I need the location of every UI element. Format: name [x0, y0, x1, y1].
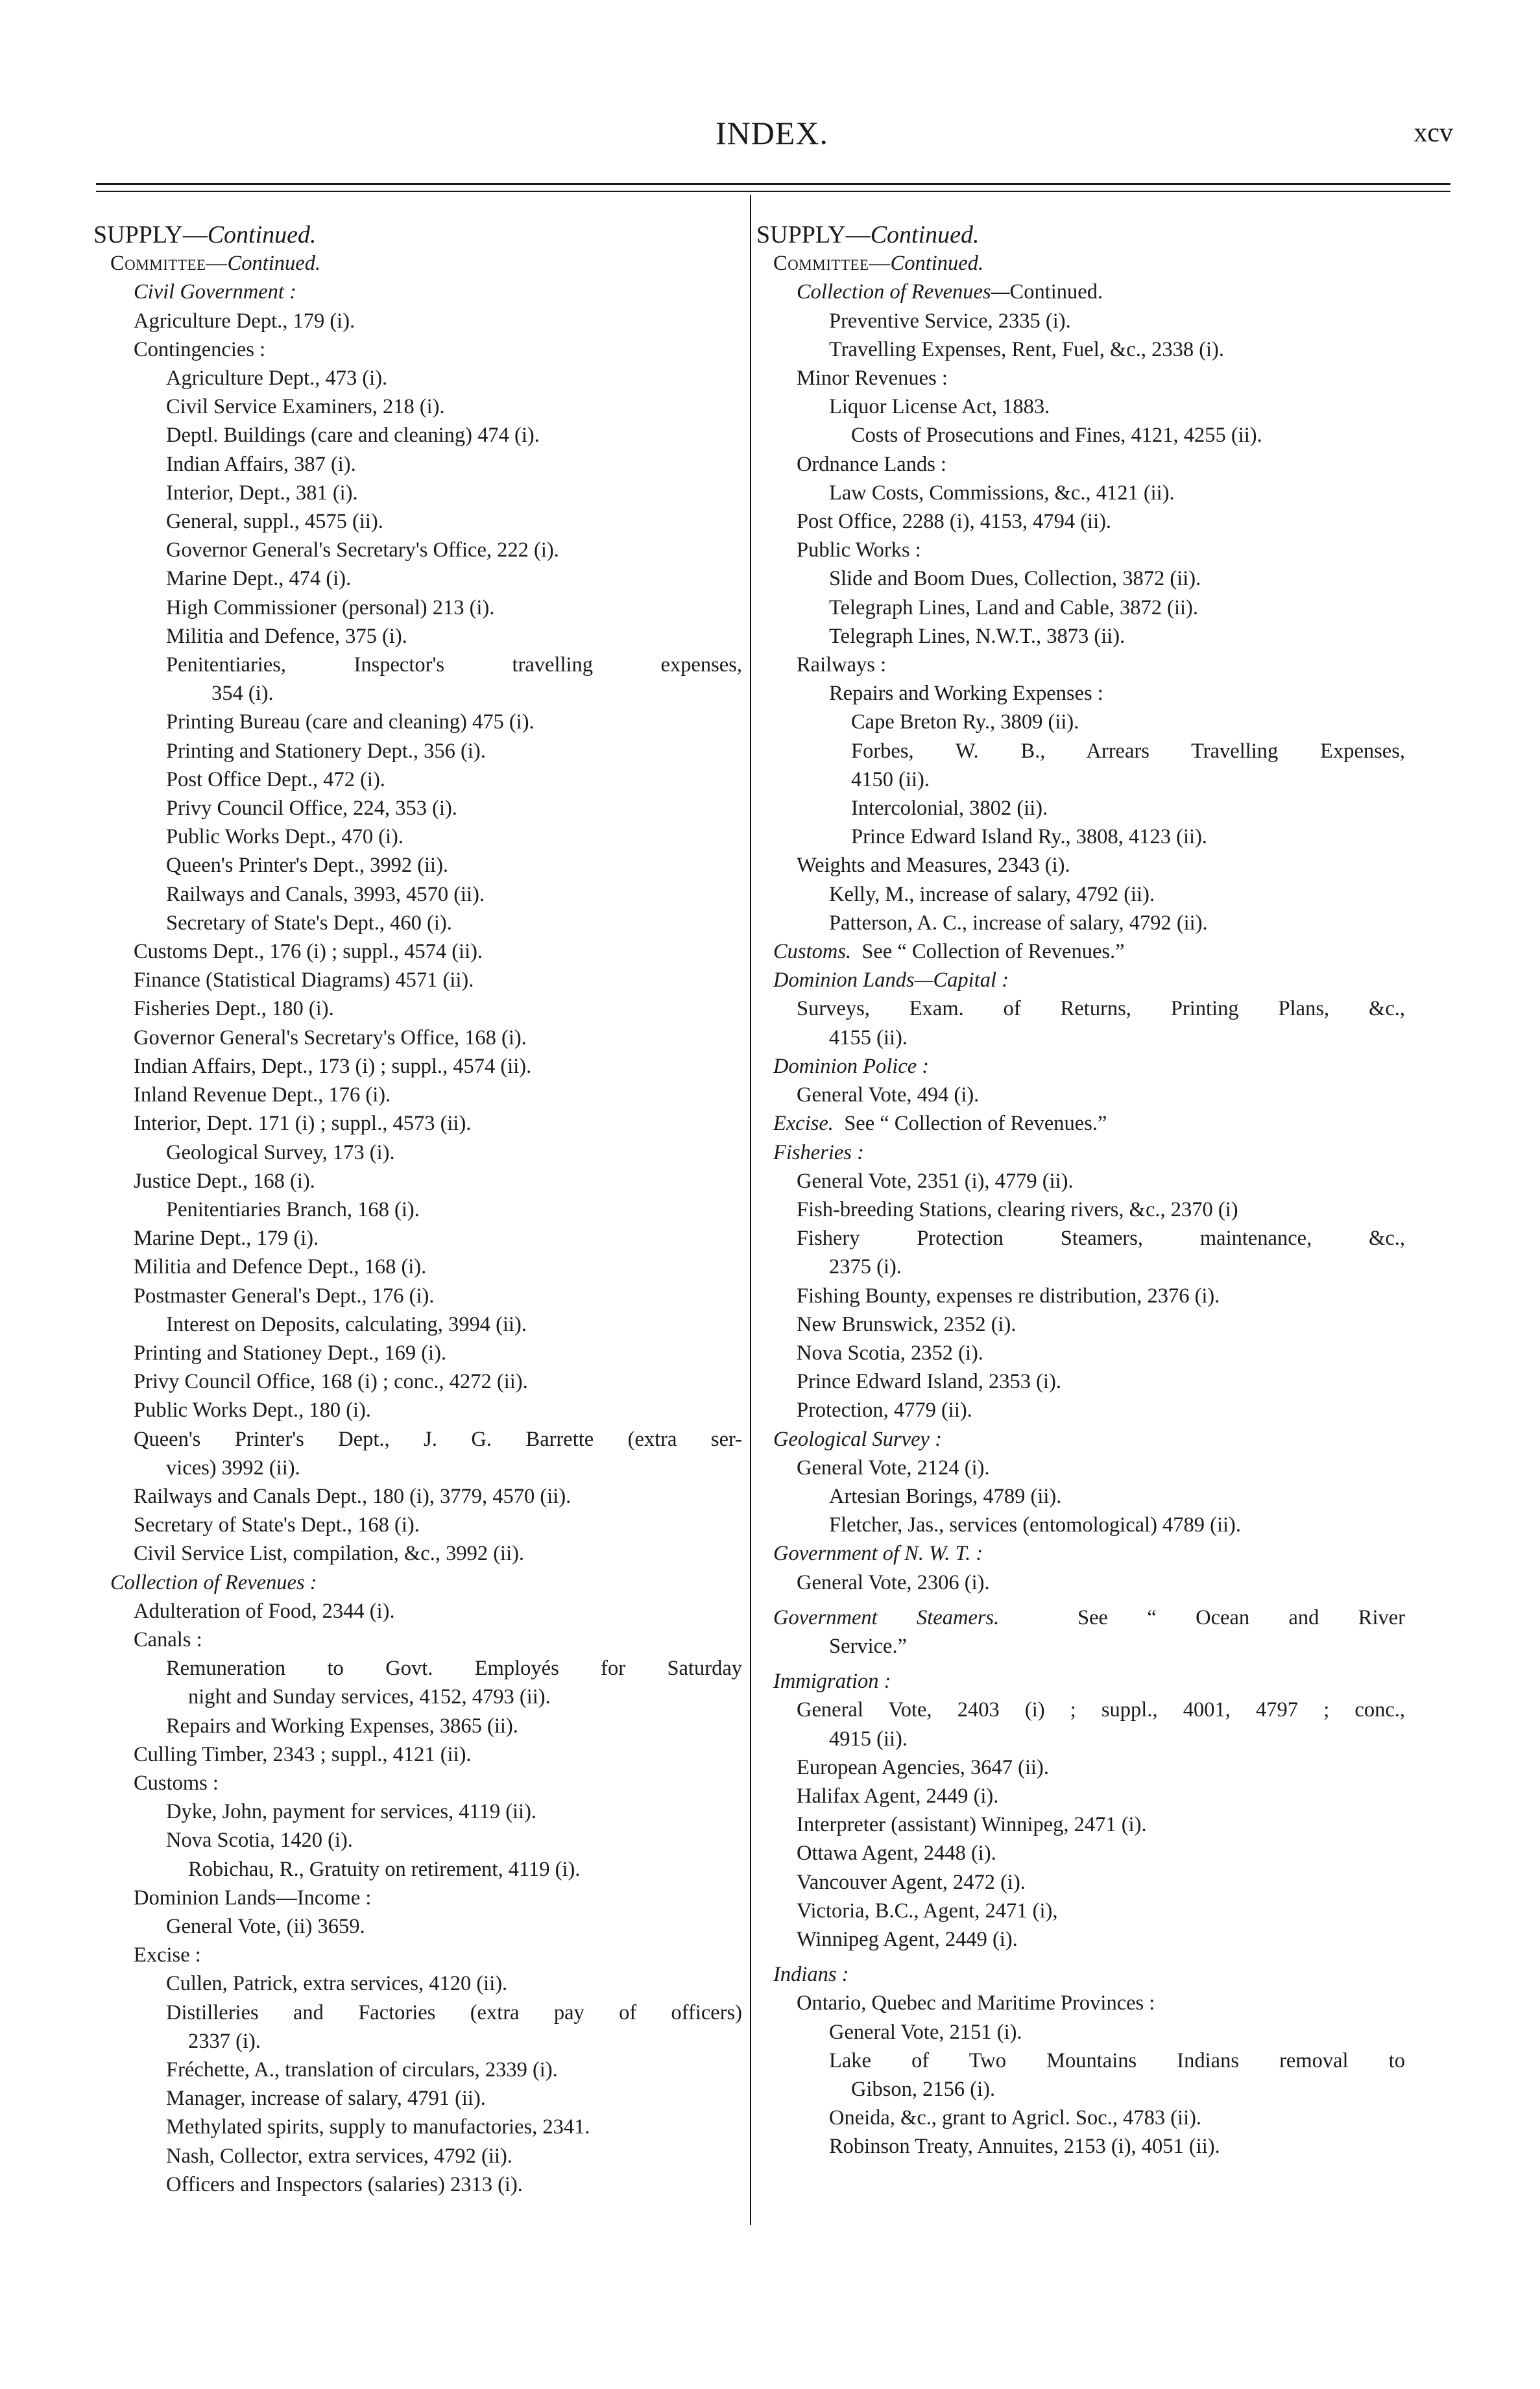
index-entry	[93, 2084, 742, 2113]
index-entry	[93, 1367, 742, 1396]
index-entry	[93, 1712, 742, 1740]
index-entry-text: Secretary of State's Dept., 460 (i).	[166, 911, 452, 935]
index-entry-text: Adulteration of Food, 2344 (i).	[134, 1599, 395, 1623]
index-entry-text: 2337 (i).	[188, 2029, 261, 2053]
index-entry	[93, 249, 742, 278]
index-entry	[93, 536, 742, 564]
index-entry	[756, 1109, 1405, 1138]
header-rule-bottom	[96, 191, 1450, 192]
index-entry-text: Distilleries and Factories (extra pay of officers)	[166, 2000, 742, 2024]
index-entry	[93, 2170, 742, 2199]
index-entry	[93, 994, 742, 1023]
index-column-left	[93, 221, 742, 2199]
index-entry	[93, 622, 742, 651]
index-entry	[756, 1310, 1405, 1339]
index-entry	[756, 651, 1405, 679]
index-entry-continuation: Continued.	[1009, 280, 1103, 304]
index-entry-text: Vancouver Agent, 2472 (i).	[797, 1870, 1026, 1894]
index-entry	[756, 737, 1405, 765]
index-entry-continuation: Continued.	[890, 252, 984, 276]
index-entry	[93, 1999, 742, 2027]
index-entry-continuation: Continued.	[870, 221, 980, 248]
index-entry-text: General Vote, 2151 (i).	[829, 2020, 1022, 2044]
page-header	[91, 110, 1453, 156]
index-entry	[756, 1753, 1405, 1782]
index-entry-text: Intercolonial, 3802 (ii).	[851, 797, 1048, 821]
index-entry-text: SUPPLY—	[93, 221, 208, 248]
index-entry-text: Customs Dept., 176 (i) ; suppl., 4574 (ii).	[134, 940, 483, 964]
index-entry	[756, 1989, 1405, 2017]
index-entry	[93, 679, 742, 708]
index-entry	[756, 1839, 1405, 1867]
index-entry	[93, 1253, 742, 1281]
index-entry	[756, 994, 1405, 1023]
index-entry	[756, 307, 1405, 335]
index-entry	[93, 278, 742, 306]
index-entry	[93, 1482, 742, 1511]
index-entry	[93, 966, 742, 994]
index-entry	[756, 479, 1405, 507]
index-entry-text: Gibson, 2156 (i).	[851, 2078, 996, 2101]
index-entry-text: Queen's Printer's Dept., J. G. Barrette (extra ser-	[134, 1427, 742, 1451]
index-entry	[93, 450, 742, 479]
index-entry-text: New Brunswick, 2352 (i).	[797, 1312, 1017, 1336]
index-entry	[756, 966, 1405, 994]
index-entry-text: Interior, Dept. 171 (i) ; suppl., 4573 (ii).	[134, 1112, 472, 1136]
index-entry-text: Agriculture Dept., 473 (i).	[166, 366, 388, 390]
index-entry-text: Surveys, Exam. of Returns, Printing Plans, &c.,	[797, 997, 1405, 1021]
index-entry	[756, 1367, 1405, 1396]
index-entry	[756, 2104, 1405, 2132]
index-entry-text: Post Office Dept., 472 (i).	[166, 767, 385, 791]
index-entry	[756, 249, 1405, 278]
index-entry-text: General Vote, 2124 (i).	[797, 1456, 990, 1480]
index-entry	[93, 1568, 742, 1597]
index-entry-text: Committee—	[773, 252, 891, 276]
index-entry-text: 2375 (i).	[829, 1255, 902, 1279]
index-entry	[93, 1109, 742, 1138]
index-entry	[756, 564, 1405, 593]
index-entry-text: 4155 (ii).	[829, 1026, 908, 1050]
index-entry	[93, 1167, 742, 1195]
index-entry-text: Privy Council Office, 168 (i) ; conc., 4272 (ii).	[134, 1370, 528, 1394]
index-entry-continuation: See “ Collection of Revenues.”	[833, 1112, 1107, 1136]
index-entry-text: Civil Service Examiners, 218 (i).	[166, 395, 445, 419]
index-entry	[756, 851, 1405, 880]
index-entry-text: Telegraph Lines, Land and Cable, 3872 (ii).	[829, 595, 1199, 619]
index-entry	[93, 1597, 742, 1626]
index-entry-text: Repairs and Working Expenses, 3865 (ii).	[166, 1714, 518, 1738]
index-entry	[756, 221, 1405, 249]
index-entry	[93, 335, 742, 364]
index-entry-text: Government of N. W. T. :	[773, 1542, 983, 1566]
index-entry	[756, 450, 1405, 479]
index-entry	[756, 1925, 1405, 1954]
index-entry	[93, 2113, 742, 2141]
index-entry-text: Indians :	[773, 1963, 849, 1987]
index-entry	[93, 1339, 742, 1367]
index-entry	[93, 1425, 742, 1454]
index-entry-text: Indian Affairs, 387 (i).	[166, 452, 356, 476]
index-entry	[756, 364, 1405, 392]
index-entry-text: Geological Survey :	[773, 1427, 942, 1451]
index-entry	[756, 708, 1405, 736]
index-entry-text: Lake of Two Mountains Indians removal to	[829, 2048, 1405, 2072]
index-entry	[93, 1539, 742, 1568]
index-entry	[756, 1868, 1405, 1897]
index-entry	[93, 794, 742, 822]
index-entry	[93, 1195, 742, 1224]
index-entry-text: Methylated spirits, supply to manufactories, 2341.	[166, 2115, 590, 2139]
index-entry	[93, 1855, 742, 1884]
index-entry-text: 354 (i).	[211, 682, 274, 706]
index-entry-text: Dominion Police :	[773, 1054, 930, 1078]
index-entry	[93, 1626, 742, 1654]
index-entry-text: Cape Breton Ry., 3809 (ii).	[851, 710, 1079, 734]
index-entry-text: Customs :	[134, 1771, 219, 1795]
index-entry-text: Nova Scotia, 2352 (i).	[797, 1341, 983, 1365]
index-entry	[93, 1941, 742, 1969]
index-entry-text: Kelly, M., increase of salary, 4792 (ii).	[829, 882, 1155, 906]
index-entry-text: Contingencies :	[134, 337, 266, 361]
index-entry-text: Postmaster General's Dept., 176 (i).	[134, 1284, 435, 1308]
index-entry-text: General Vote, (ii) 3659.	[166, 1914, 365, 1938]
index-entry-text: Interior, Dept., 381 (i).	[166, 481, 358, 505]
index-entry-continuation: Continued.	[227, 252, 321, 276]
index-entry	[93, 651, 742, 679]
index-entry-text: Penitentiaries, Inspector's travelling expenses,	[166, 653, 742, 677]
index-entry-text: Militia and Defence, 375 (i).	[166, 624, 407, 648]
index-entry-text: Victoria, B.C., Agent, 2471 (i),	[797, 1899, 1058, 1923]
index-entry-text: Collection of Revenues—	[797, 280, 1010, 304]
index-entry	[756, 1782, 1405, 1810]
index-entry	[93, 1740, 742, 1769]
index-entry	[756, 594, 1405, 622]
index-entry	[93, 937, 742, 966]
index-entry-text: SUPPLY—	[756, 221, 871, 248]
index-entry-text: Fletcher, Jas., services (entomological) 4789 (ii).	[829, 1513, 1241, 1537]
index-entry-text: Railways and Canals Dept., 180 (i), 3779, 4570 (ii).	[134, 1484, 571, 1508]
index-entry	[93, 2142, 742, 2170]
index-entry	[756, 765, 1405, 794]
index-entry-text: Printing Bureau (care and cleaning) 475 (i).	[166, 710, 535, 734]
index-entry-text: Manager, increase of salary, 4791 (ii).	[166, 2087, 486, 2111]
index-entry-text: Nova Scotia, 1420 (i).	[166, 1829, 353, 1853]
index-entry	[93, 1683, 742, 1711]
index-entry-text: Costs of Prosecutions and Fines, 4121, 4255 (ii).	[851, 424, 1262, 448]
index-entry	[756, 880, 1405, 909]
index-entry	[93, 851, 742, 880]
index-entry	[93, 909, 742, 937]
index-entry	[756, 1568, 1405, 1597]
index-entry-text: Slide and Boom Dues, Collection, 3872 (ii).	[829, 567, 1201, 591]
index-entry	[756, 1454, 1405, 1482]
index-entry-text: Dominion Lands—Capital :	[773, 968, 1009, 992]
index-entry	[93, 364, 742, 392]
index-entry	[756, 1667, 1405, 1696]
index-entry	[93, 307, 742, 335]
index-entry-text: Liquor License Act, 1883.	[829, 395, 1050, 419]
index-entry-text: Governor General's Secretary's Office, 222 (i).	[166, 538, 559, 562]
index-entry-text: Fréchette, A., translation of circulars, 2339 (i).	[166, 2058, 558, 2082]
index-entry-text: Excise.	[773, 1112, 834, 1136]
index-entry	[756, 822, 1405, 851]
index-entry	[93, 594, 742, 622]
index-entry	[93, 1052, 742, 1081]
index-entry-text: Weights and Measures, 2343 (i).	[797, 854, 1070, 878]
index-entry	[93, 1282, 742, 1310]
index-entry-text: Queen's Printer's Dept., 3992 (ii).	[166, 854, 449, 878]
index-entry-text: Officers and Inspectors (salaries) 2313 (i).	[166, 2172, 523, 2196]
index-entry-text: Oneida, &c., grant to Agricl. Soc., 4783 (ii).	[829, 2106, 1202, 2130]
index-entry-text: Ontario, Quebec and Maritime Provinces :	[797, 1991, 1155, 2015]
index-entry	[93, 1310, 742, 1339]
index-entry-text: 4150 (ii).	[851, 767, 930, 791]
index-entry	[756, 421, 1405, 450]
index-entry-text: Militia and Defence Dept., 168 (i).	[134, 1255, 427, 1279]
index-entry-text: Immigration :	[773, 1670, 891, 1694]
index-entry	[756, 1167, 1405, 1195]
index-entry-text: Public Works :	[797, 538, 921, 562]
index-entry	[93, 1797, 742, 1826]
index-entry-text: Deptl. Buildings (care and cleaning) 474 (i).	[166, 424, 540, 448]
index-entry-text: Agriculture Dept., 179 (i).	[134, 309, 355, 333]
index-entry-text: night and Sunday services, 4152, 4793 (ii).	[188, 1685, 551, 1709]
index-entry	[756, 1396, 1405, 1424]
index-entry	[756, 1696, 1405, 1724]
index-entry-text: Marine Dept., 474 (i).	[166, 567, 352, 591]
index-entry-text: Interest on Deposits, calculating, 3994 (ii).	[166, 1312, 527, 1336]
index-entry	[93, 1969, 742, 1998]
index-entry	[93, 564, 742, 593]
index-entry-text: Forbes, W. B., Arrears Travelling Expenses,	[851, 739, 1405, 763]
header-rule-top	[96, 183, 1450, 185]
index-entry	[93, 1511, 742, 1539]
index-entry	[756, 1081, 1405, 1109]
index-entry	[756, 1339, 1405, 1367]
index-entry-text: Government Steamers.	[773, 1605, 1000, 1629]
index-entry	[93, 392, 742, 421]
index-entry	[756, 1425, 1405, 1454]
index-entry	[93, 1024, 742, 1052]
index-entry-text: Robinson Treaty, Annuites, 2153 (i), 4051 (ii).	[829, 2135, 1220, 2159]
index-entry	[756, 937, 1405, 966]
index-entry	[756, 507, 1405, 536]
index-entry	[756, 909, 1405, 937]
index-entry	[93, 1654, 742, 1683]
index-entry	[93, 221, 742, 249]
index-entry	[756, 622, 1405, 651]
index-entry-text: Finance (Statistical Diagrams) 4571 (ii).	[134, 968, 474, 992]
index-entry	[93, 1884, 742, 1912]
index-entry	[756, 1632, 1405, 1661]
index-entry	[756, 1282, 1405, 1310]
index-entry	[93, 880, 742, 909]
index-entry-text: Penitentiaries Branch, 168 (i).	[166, 1197, 420, 1221]
index-entry-text: Canals :	[134, 1627, 202, 1651]
index-entry-text: Printing and Stationey Dept., 169 (i).	[134, 1341, 447, 1365]
page-number: xcv	[1414, 118, 1453, 148]
index-entry-text: General Vote, 2403 (i) ; suppl., 4001, 4797 ; conc.,	[797, 1698, 1405, 1722]
index-entry-text: European Agencies, 3647 (ii).	[797, 1755, 1049, 1779]
index-entry-text: Law Costs, Commissions, &c., 4121 (ii).	[829, 481, 1175, 505]
index-entry-text: Governor General's Secretary's Office, 168 (i).	[134, 1026, 527, 1050]
index-entry-text: Winnipeg Agent, 2449 (i).	[797, 1927, 1018, 1951]
index-entry	[756, 794, 1405, 822]
index-entry-text: Customs.	[773, 940, 852, 964]
index-entry-text: Fisheries Dept., 180 (i).	[134, 997, 334, 1021]
index-entry	[756, 2047, 1405, 2075]
index-entry-continuation: See “ Ocean and River	[999, 1605, 1405, 1629]
index-entry-text: Fish-breeding Stations, clearing rivers, &c., 2370 (i)	[797, 1197, 1238, 1221]
index-entry	[756, 536, 1405, 564]
index-entry	[756, 1539, 1405, 1568]
index-entry-text: vices) 3992 (ii).	[166, 1456, 300, 1480]
index-entry	[93, 737, 742, 765]
index-entry	[756, 1897, 1405, 1925]
index-entry	[756, 1960, 1405, 1989]
index-entry-text: Fishing Bounty, expenses re distribution, 2376 (i).	[797, 1284, 1220, 1308]
index-entry-text: Prince Edward Island, 2353 (i).	[797, 1370, 1061, 1394]
index-entry-text: Indian Affairs, Dept., 173 (i) ; suppl., 4574 (ii).	[134, 1054, 532, 1078]
index-entry	[756, 1195, 1405, 1224]
index-entry-text: Cullen, Patrick, extra services, 4120 (ii).	[166, 1972, 508, 1996]
index-entry	[93, 765, 742, 794]
index-entry	[756, 1024, 1405, 1052]
index-entry	[93, 1396, 742, 1424]
index-entry	[93, 822, 742, 851]
index-entry	[756, 2018, 1405, 2047]
index-entry-text: Public Works Dept., 470 (i).	[166, 825, 403, 849]
index-entry	[93, 1826, 742, 1855]
index-entry-continuation: See “ Collection of Revenues.”	[851, 940, 1125, 964]
index-entry	[756, 1725, 1405, 1753]
index-entry-text: Robichau, R., Gratuity on retirement, 4119 (i).	[188, 1857, 581, 1881]
index-entry-text: Inland Revenue Dept., 176 (i).	[134, 1083, 391, 1107]
index-entry-text: General Vote, 2306 (i).	[797, 1570, 990, 1594]
index-entry	[756, 679, 1405, 708]
index-entry	[756, 2075, 1405, 2104]
index-entry	[756, 1810, 1405, 1839]
index-entry	[756, 1138, 1405, 1167]
index-entry-text: Remuneration to Govt. Employés for Saturday	[166, 1657, 742, 1681]
index-entry-text: High Commissioner (personal) 213 (i).	[166, 595, 495, 619]
index-entry-text: Service.”	[829, 1634, 908, 1658]
index-entry-text: Public Works Dept., 180 (i).	[134, 1399, 371, 1423]
index-entry	[93, 1224, 742, 1253]
index-entry	[93, 708, 742, 736]
index-entry	[756, 278, 1405, 306]
index-entry-text: General, suppl., 4575 (ii).	[166, 510, 383, 534]
index-entry	[93, 479, 742, 507]
index-entry	[756, 1253, 1405, 1281]
index-entry	[756, 1511, 1405, 1539]
index-entry	[93, 1138, 742, 1167]
index-entry	[93, 2056, 742, 2084]
index-entry-text: Dyke, John, payment for services, 4119 (ii).	[166, 1800, 537, 1824]
index-entry-text: Excise :	[134, 1943, 201, 1967]
index-column-right	[756, 221, 1405, 2161]
index-entry	[756, 392, 1405, 421]
index-entry	[93, 1454, 742, 1482]
index-entry	[756, 1052, 1405, 1081]
index-entry	[756, 1482, 1405, 1511]
index-entry-text: Telegraph Lines, N.W.T., 3873 (ii).	[829, 624, 1125, 648]
index-entry-text: Dominion Lands—Income :	[134, 1886, 372, 1910]
index-entry-text: Repairs and Working Expenses :	[829, 682, 1103, 706]
index-entry-text: Marine Dept., 179 (i).	[134, 1227, 319, 1251]
index-entry-text: Artesian Borings, 4789 (ii).	[829, 1484, 1062, 1508]
column-divider	[750, 195, 751, 2225]
index-entry-text: 4915 (ii).	[829, 1727, 908, 1751]
index-entry-text: Travelling Expenses, Rent, Fuel, &c., 2338 (i).	[829, 337, 1225, 361]
index-entry-text: Railways :	[797, 653, 887, 677]
index-entry-text: Railways and Canals, 3993, 4570 (ii).	[166, 882, 485, 906]
index-entry-text: Culling Timber, 2343 ; suppl., 4121 (ii).	[134, 1742, 472, 1766]
index-entry-text: Prince Edward Island Ry., 3808, 4123 (ii).	[851, 825, 1207, 849]
index-entry	[756, 335, 1405, 364]
index-entry	[93, 1912, 742, 1941]
index-entry-text: Privy Council Office, 224, 353 (i).	[166, 797, 457, 821]
index-entry-text: Ottawa Agent, 2448 (i).	[797, 1842, 996, 1866]
index-entry-text: Justice Dept., 168 (i).	[134, 1169, 315, 1193]
index-entry-text: Geological Survey, 173 (i).	[166, 1140, 395, 1164]
index-entry-text: Collection of Revenues :	[110, 1570, 317, 1594]
index-entry	[93, 421, 742, 450]
index-entry-text: Secretary of State's Dept., 168 (i).	[134, 1513, 420, 1537]
index-entry	[93, 507, 742, 536]
index-entry-text: Civil Service List, compilation, &c., 3992 (ii).	[134, 1542, 525, 1566]
index-entry-text: Fisheries :	[773, 1140, 864, 1164]
index-entry	[756, 2132, 1405, 2161]
index-entry-text: Printing and Stationery Dept., 356 (i).	[166, 739, 486, 763]
index-entry-text: Preventive Service, 2335 (i).	[829, 309, 1071, 333]
index-entry-text: Post Office, 2288 (i), 4153, 4794 (ii).	[797, 510, 1112, 534]
page-title: INDEX.	[715, 115, 829, 151]
index-entry-text: Protection, 4779 (ii).	[797, 1399, 972, 1423]
index-entry	[93, 1769, 742, 1797]
index-entry-text: Interpreter (assistant) Winnipeg, 2471 (i).	[797, 1813, 1147, 1837]
index-entry-text: Nash, Collector, extra services, 4792 (ii).	[166, 2144, 512, 2168]
index-entry	[93, 2027, 742, 2056]
index-entry-text: Halifax Agent, 2449 (i).	[797, 1784, 999, 1808]
index-entry	[756, 1603, 1405, 1632]
index-entry-text: General Vote, 2351 (i), 4779 (ii).	[797, 1169, 1074, 1193]
index-entry-text: General Vote, 494 (i).	[797, 1083, 980, 1107]
index-entry-text: Minor Revenues :	[797, 366, 948, 390]
index-entry-continuation: Continued.	[207, 221, 317, 248]
index-entry-text: Civil Government :	[134, 280, 296, 304]
index-entry	[93, 1081, 742, 1109]
index-entry-text: Committee—	[110, 252, 228, 276]
index-entry-text: Patterson, A. C., increase of salary, 4792 (ii).	[829, 911, 1208, 935]
index-entry-text: Ordnance Lands :	[797, 452, 947, 476]
index-entry	[756, 1224, 1405, 1253]
index-entry-text: Fishery Protection Steamers, maintenance, &c.,	[797, 1227, 1405, 1251]
